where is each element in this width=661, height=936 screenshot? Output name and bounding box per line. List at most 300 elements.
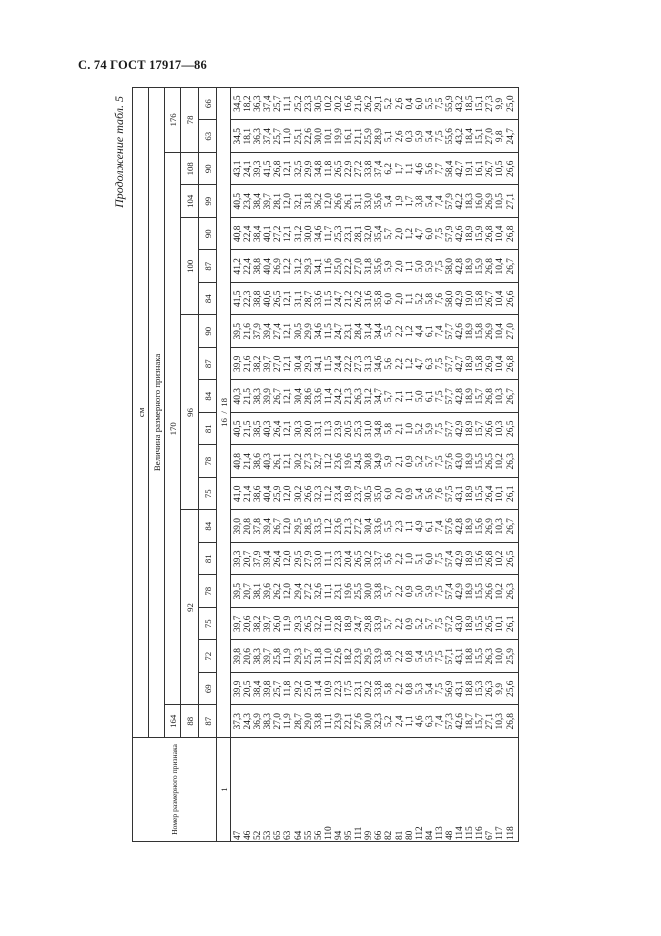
sub-92-84: 84 (199, 510, 217, 543)
rotated-table-block (112, 88, 647, 842)
table-cell: 10,4 (495, 355, 506, 372)
table-cell: 18,7 (465, 713, 476, 730)
table-cell: 57,6 (444, 453, 455, 470)
table-cell: 31,8 (364, 258, 375, 275)
table-cell: 7,5 (434, 617, 445, 630)
table-cell: 4,6 (414, 715, 425, 728)
table-cell: 26,2 (364, 95, 375, 112)
table-cell: 7,4 (434, 325, 445, 338)
table-cell: 26,9 (485, 193, 496, 210)
table-cell: 33,0 (364, 193, 375, 210)
table-cell: 39,5 (233, 323, 243, 340)
table-cell: 37,8 (253, 518, 264, 535)
table-cell: 30,0 (303, 225, 314, 242)
table-cell: 31,8 (303, 193, 314, 210)
row-label: 65 (273, 830, 284, 840)
table-cell: 23,1 (354, 680, 365, 697)
table-cell: 27,1 (505, 193, 516, 210)
table-cell: 0,9 (404, 455, 415, 468)
table-cell: 15,8 (475, 290, 486, 307)
row-label: 113 (434, 826, 445, 840)
table-cell: 39,8 (263, 680, 274, 697)
table-cell: 26,5 (333, 160, 344, 177)
table-cell: 5,0 (414, 390, 425, 403)
table-cell: 18,9 (465, 453, 476, 470)
table-cell: 5,4 (424, 682, 435, 695)
table-cell: 33,1 (313, 420, 324, 437)
table-cell: 33,8 (374, 680, 385, 697)
table-cell: 23,6 (333, 518, 344, 535)
table-cell: 27,0 (485, 128, 496, 145)
table-cell: 24,4 (333, 355, 344, 372)
table-cell: 12,1 (283, 290, 294, 307)
table-cell: 10,0 (495, 648, 506, 665)
table-cell: 1,2 (404, 357, 415, 370)
table-cell: 15,5 (475, 615, 486, 632)
table-cell: 38,6 (253, 453, 264, 470)
table-cell: 32,5 (293, 160, 304, 177)
table-cell: 20,6 (243, 648, 254, 665)
row-label: 56 (313, 830, 324, 840)
table-cell: 26,7 (273, 388, 284, 405)
table-cell: 30,0 (364, 713, 375, 730)
header-96: 96 (181, 315, 199, 510)
table-cell: 26,5 (354, 550, 365, 567)
table-cell: 18,9 (465, 225, 476, 242)
table-cell: 26,4 (485, 485, 496, 502)
page-header: С. 74 ГОСТ 17917—86 (78, 58, 207, 72)
table-cell: 11,2 (323, 453, 334, 470)
table-cell: 39,4 (263, 323, 274, 340)
table-cell: 26,3 (354, 388, 365, 405)
table-cell: 26,6 (505, 290, 516, 307)
table-cell: 57,5 (444, 485, 455, 502)
table-cell: 11,0 (323, 615, 334, 632)
table-cell: 5,1 (384, 130, 395, 143)
table-cell: 6,0 (414, 97, 425, 110)
table-cell: 11,2 (323, 518, 334, 535)
table-cell: 36,3 (253, 95, 264, 112)
table-cell: 15,9 (475, 258, 486, 275)
table-cell: 25,0 (303, 680, 314, 697)
row-label: 82 (384, 830, 395, 840)
table-cell: 23,3 (333, 550, 344, 567)
table-cell: 0,8 (404, 650, 415, 663)
table-cell: 57,4 (444, 550, 455, 567)
table-cell: 7,5 (434, 552, 445, 565)
table-cell: 5,9 (414, 130, 425, 143)
table-cell: 26,6 (485, 583, 496, 600)
row-label: 118 (505, 826, 516, 840)
table-cell: 29,8 (364, 615, 375, 632)
table-cell: 7,5 (434, 682, 445, 695)
table-cell: 4,9 (414, 520, 425, 533)
table-cell: 7,5 (434, 97, 445, 110)
table-cell: 25,6 (505, 680, 516, 697)
table-cell: 35,6 (374, 258, 385, 275)
table-cell: 0,4 (404, 97, 415, 110)
table-cell: 0,9 (404, 487, 415, 500)
table-cell: 18,4 (465, 128, 476, 145)
table-cell: 7,5 (434, 227, 445, 240)
row-label: 81 (394, 830, 405, 840)
table-cell: 55,9 (444, 95, 455, 112)
table-cell: 34,5 (233, 128, 243, 145)
table-cell: 10,1 (495, 615, 506, 632)
table-cell: 11,5 (323, 355, 334, 372)
table-cell: 23,1 (344, 225, 355, 242)
table-cell: 38,3 (253, 388, 264, 405)
table-cell: 32,0 (364, 225, 375, 242)
table-cell: 27,2 (303, 583, 314, 600)
table-cell: 19,9 (333, 128, 344, 145)
table-cell: 26,7 (485, 160, 496, 177)
table-cell: 19,6 (344, 453, 355, 470)
table-cell: 42,9 (455, 290, 466, 307)
table-cell: 23,9 (333, 713, 344, 730)
header-104: 104 (181, 185, 199, 218)
header-col-16: 16 (218, 418, 229, 427)
table-cell: 1,7 (404, 195, 415, 208)
table-cell: 25,7 (273, 128, 284, 145)
table-cell: 5,9 (384, 260, 395, 273)
table-cell: 34,8 (313, 160, 324, 177)
table-cell: 26,1 (344, 193, 355, 210)
sub-100-87: 87 (199, 250, 217, 283)
table-cell: 18,8 (465, 680, 476, 697)
table-cell: 36,9 (253, 713, 264, 730)
sub-96-81: 81 (199, 413, 217, 446)
table-cell: 21,4 (243, 453, 254, 470)
table-cell: 6,0 (424, 552, 435, 565)
row-label: 112 (414, 826, 425, 840)
table-cell: 5,2 (384, 715, 395, 728)
table-cell: 16,1 (344, 128, 355, 145)
table-cell: 34,6 (313, 225, 324, 242)
table-cell: 41,5 (263, 160, 274, 177)
table-cell: 26,3 (485, 680, 496, 697)
table-cell: 5,7 (384, 585, 395, 598)
table-cell: 42,9 (455, 420, 466, 437)
table-cell: 15,3 (475, 680, 486, 697)
table-cell: 34,7 (374, 388, 385, 405)
table-cell: 40,4 (263, 485, 274, 502)
table-cell: 31,0 (364, 420, 375, 437)
table-cell: 35,4 (374, 225, 385, 242)
table-cell: 26,6 (485, 420, 496, 437)
table-cell: 7,5 (434, 455, 445, 468)
table-cell: 2,2 (394, 682, 405, 695)
table-cell: 24,1 (243, 160, 254, 177)
table-cell: 27,0 (273, 355, 284, 372)
table-cell: 30,4 (364, 518, 375, 535)
table-cell: 38,4 (253, 193, 264, 210)
table-cell: 26,5 (485, 615, 496, 632)
header-92: 92 (181, 510, 199, 705)
table-cell: 26,8 (485, 258, 496, 275)
table-cell: 18,9 (344, 485, 355, 502)
table-cell: 39,7 (263, 648, 274, 665)
table-cell: 40,3 (263, 453, 274, 470)
table-cell: 1,0 (404, 552, 415, 565)
table-cell: 28,1 (273, 193, 284, 210)
table-cell: 20,7 (243, 583, 254, 600)
table-cell: 38,2 (253, 355, 264, 372)
table-cell: 1,1 (404, 162, 415, 175)
table-cell: 5,7 (384, 617, 395, 630)
header-88: 88 (181, 705, 199, 738)
data-col-cell (231, 120, 519, 153)
table-cell: 31,6 (364, 290, 375, 307)
table-cell: 25,8 (273, 648, 284, 665)
table-cell: 2,6 (394, 130, 405, 143)
table-cell: 39,9 (233, 355, 243, 372)
table-cell: 37,3 (233, 713, 243, 730)
table-cell: 5,2 (414, 455, 425, 468)
table-cell: 19,1 (465, 160, 476, 177)
sub-96-90: 90 (199, 315, 217, 348)
table-cell: 9,8 (495, 130, 506, 143)
table-cell: 18,9 (465, 258, 476, 275)
table-cell: 26,5 (485, 453, 496, 470)
table-cell: 33,5 (313, 518, 324, 535)
table-cell: 5,2 (414, 422, 425, 435)
table-cell: 27,3 (354, 355, 365, 372)
table-cell: 9,9 (495, 682, 506, 695)
table-cell: 40,1 (263, 225, 274, 242)
data-col-cell (231, 575, 519, 608)
table-cell: 57,7 (444, 323, 455, 340)
table-cell: 10,4 (495, 290, 506, 307)
table-cell: 2,1 (394, 422, 405, 435)
table-cell: 38,5 (253, 420, 264, 437)
data-col-cell (231, 478, 519, 511)
table-cell: 23,9 (333, 420, 344, 437)
header-78h: 78 (181, 87, 199, 152)
table-cell: 57,3 (444, 713, 455, 730)
table-cell: 16,1 (475, 160, 486, 177)
table-cell: 26,9 (485, 323, 496, 340)
table-cell: 22,4 (243, 225, 254, 242)
table-cell: 29,3 (293, 615, 304, 632)
table-cell: 22,2 (344, 355, 355, 372)
table-cell: 38,8 (253, 258, 264, 275)
header-col-18: 18 (218, 398, 229, 407)
table-cell: 26,3 (505, 453, 516, 470)
table-cell: 26,1 (505, 485, 516, 502)
table-cell: 29,0 (303, 713, 314, 730)
table-cell: 15,5 (475, 648, 486, 665)
table-cell: 11,1 (323, 583, 334, 600)
table-cell: 27,3 (485, 95, 496, 112)
sub-176-63: 63 (199, 120, 217, 153)
table-cell: 2,2 (394, 325, 405, 338)
table-cell: 42,7 (455, 355, 466, 372)
table-cell: 2,2 (394, 552, 405, 565)
table-cell: 58,4 (444, 160, 455, 177)
table-cell: 5,9 (384, 455, 395, 468)
table-cell: 30,5 (313, 95, 324, 112)
table-cell: 39,7 (263, 355, 274, 372)
table-cell: 7,7 (434, 162, 445, 175)
table-cell: 29,9 (303, 160, 314, 177)
table-cell: 33,8 (313, 713, 324, 730)
table-cell: 5,8 (384, 422, 395, 435)
table-cell: 30,4 (293, 388, 304, 405)
sub-96-84: 84 (199, 380, 217, 413)
table-cell: 5,8 (424, 292, 435, 305)
table-cell: 15,1 (475, 128, 486, 145)
sub-96-75: 75 (199, 478, 217, 511)
table-cell: 32,7 (313, 453, 324, 470)
table-cell: 21,3 (344, 518, 355, 535)
table-cell: 1,2 (404, 325, 415, 338)
table-cell: 23,1 (333, 583, 344, 600)
table-cell: 5,6 (424, 487, 435, 500)
table-cell: 24,7 (333, 323, 344, 340)
table-cell: 33,8 (364, 160, 375, 177)
data-col-cell (231, 510, 519, 543)
table-cell: 57,7 (444, 420, 455, 437)
table-cell: 29,5 (293, 518, 304, 535)
table-cell: 22,3 (243, 290, 254, 307)
table-cell: 18,9 (465, 420, 476, 437)
table-cell: 11,8 (323, 160, 334, 177)
table-cell: 18,1 (243, 128, 254, 145)
table-cell: 57,9 (444, 193, 455, 210)
table-cell: 5,5 (424, 650, 435, 663)
data-col-cell (231, 380, 519, 413)
table-cell: 25,9 (273, 485, 284, 502)
table-cell: 2,0 (394, 260, 405, 273)
header-col-16-18: 16 / 18 (217, 87, 231, 737)
table-cell: 30,2 (293, 485, 304, 502)
table-cell: 58,0 (444, 258, 455, 275)
row-label: 99 (364, 830, 375, 840)
table-cell: 5,4 (414, 650, 425, 663)
table-cell: 27,0 (505, 323, 516, 340)
data-col-cell (231, 218, 519, 251)
sub-92-69: 69 (199, 673, 217, 706)
table-cell: 26,8 (485, 388, 496, 405)
table-cell: 22,1 (344, 713, 355, 730)
table-cell: 28,7 (303, 290, 314, 307)
table-cell: 15,9 (475, 225, 486, 242)
table-cell: 10,5 (495, 193, 506, 210)
table-cell: 6,2 (384, 162, 395, 175)
table-cell: 27,0 (354, 258, 365, 275)
table-cell: 15,7 (475, 420, 486, 437)
table-cell: 26,3 (485, 648, 496, 665)
table-cell: 6,1 (424, 520, 435, 533)
sub-92-75: 75 (199, 608, 217, 641)
table-cell: 38,3 (253, 648, 264, 665)
table-cell: 23,4 (243, 193, 254, 210)
table-cell: 18,3 (465, 193, 476, 210)
table-cell: 28,1 (354, 225, 365, 242)
table-cell: 1,1 (404, 390, 415, 403)
table-cell: 31,8 (313, 648, 324, 665)
table-cell: 0,8 (404, 682, 415, 695)
table-cell: 38,4 (253, 680, 264, 697)
table-cell: 26,8 (505, 355, 516, 372)
table-cell: 40,4 (263, 258, 274, 275)
table-cell: 12,1 (283, 160, 294, 177)
table-cell: 31,4 (364, 323, 375, 340)
table-cell: 38,4 (253, 225, 264, 242)
table-cell: 39,5 (233, 583, 243, 600)
row-label: 110 (323, 826, 334, 840)
table-cell: 27,3 (303, 453, 314, 470)
table-cell: 30,3 (293, 420, 304, 437)
table-cell: 37,4 (374, 160, 385, 177)
row-label: 117 (495, 826, 506, 840)
table-cell: 23,6 (333, 453, 344, 470)
data-col-cell (231, 348, 519, 381)
table-cell: 1,1 (404, 260, 415, 273)
table-cell: 2,0 (394, 227, 405, 240)
table-cell: 38,8 (253, 290, 264, 307)
sub-104-99: 99 (199, 185, 217, 218)
table-cell: 1,1 (404, 715, 415, 728)
table-body-row (231, 87, 519, 841)
table-cell: 28,9 (374, 128, 385, 145)
table-cell: 9,9 (495, 97, 506, 110)
table-cell: 31,2 (293, 258, 304, 275)
table-cell: 29,3 (303, 355, 314, 372)
row-label: 94 (333, 830, 344, 840)
table-cell: 2,2 (394, 357, 405, 370)
table-cell: 34,5 (233, 95, 243, 112)
table-cell: 57,4 (444, 583, 455, 600)
table-cell: 4,7 (414, 227, 425, 240)
sub-96-87: 87 (199, 348, 217, 381)
table-cell: 26,7 (505, 388, 516, 405)
table-cell: 32,3 (313, 485, 324, 502)
table-cell: 24,5 (354, 453, 365, 470)
table-cell: 34,4 (374, 323, 385, 340)
table-cell: 39,9 (233, 680, 243, 697)
table-cell: 1,0 (404, 422, 415, 435)
table-cell: 2,3 (394, 520, 405, 533)
table-cell: 40,5 (233, 420, 243, 437)
table-cell: 12,2 (283, 258, 294, 275)
table-cell: 7,4 (434, 520, 445, 533)
table-cell: 26,9 (273, 258, 284, 275)
row-label: 67 (485, 830, 496, 840)
table-cell: 42,9 (455, 583, 466, 600)
table-cell: 0,3 (404, 130, 415, 143)
table-cell: 18,2 (344, 648, 355, 665)
table-cell: 5,7 (424, 617, 435, 630)
table-cell: 42,9 (455, 550, 466, 567)
table-cell: 35,6 (374, 193, 385, 210)
table-cell: 5,4 (414, 487, 425, 500)
table-cell: 21,6 (243, 323, 254, 340)
table-cell: 24,7 (354, 615, 365, 632)
table-cell: 16,0 (475, 193, 486, 210)
table-cell: 10,2 (495, 453, 506, 470)
table-cell: 20,5 (344, 420, 355, 437)
table-cell: 28,6 (303, 388, 314, 405)
table-cell: 24,2 (333, 388, 344, 405)
table-cell: 25,0 (505, 95, 516, 112)
table-cell: 11,4 (323, 388, 334, 405)
table-cell: 27,4 (273, 323, 284, 340)
table-cell: 37,9 (253, 323, 264, 340)
row-label: 52 (253, 830, 264, 840)
table-cell: 7,5 (434, 130, 445, 143)
